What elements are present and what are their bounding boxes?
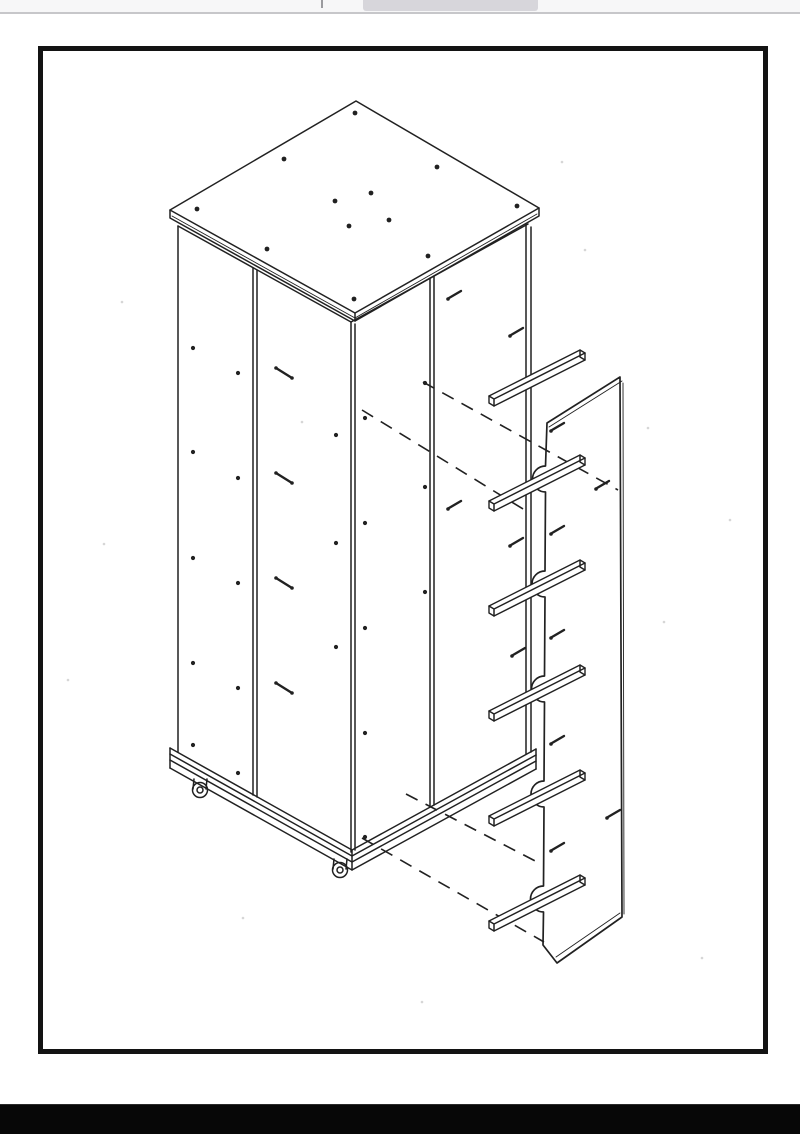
storage-tower (170, 101, 539, 878)
top-plate (170, 101, 539, 321)
base-plinth (170, 748, 536, 870)
face-screw-dots (191, 346, 427, 839)
plate-screw-holes (195, 111, 520, 302)
bottom-black-bar (0, 1104, 800, 1134)
